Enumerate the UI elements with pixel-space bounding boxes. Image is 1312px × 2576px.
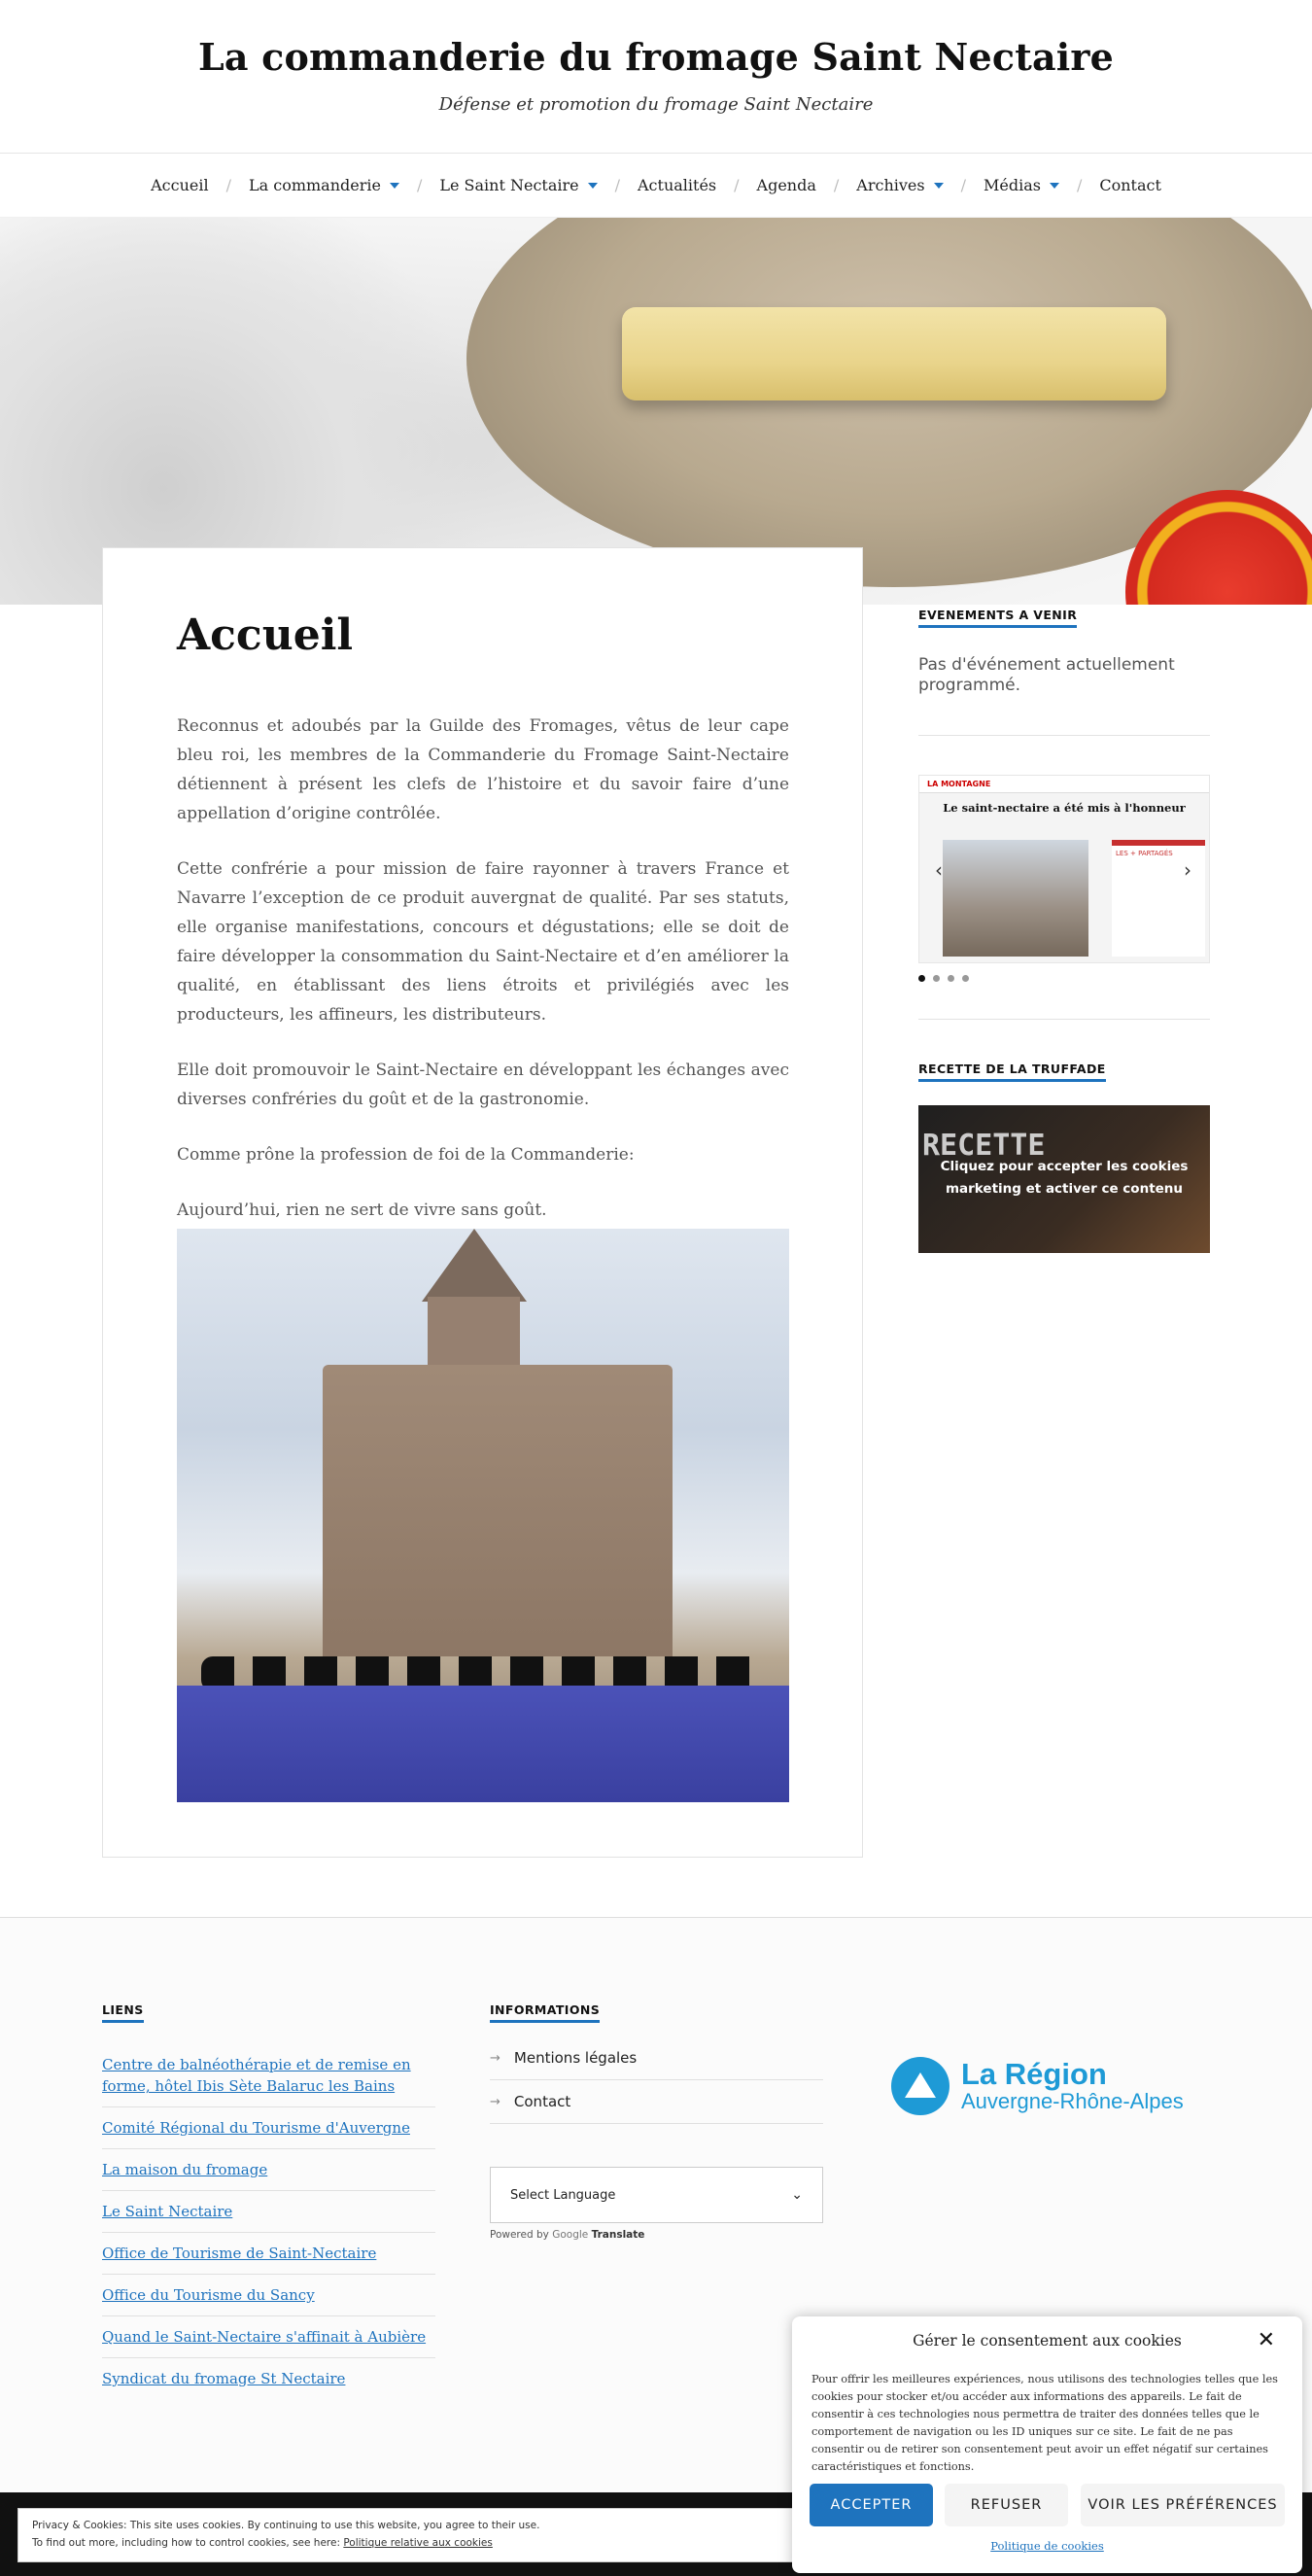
footer-info-label: Mentions légales	[513, 2049, 638, 2067]
language-select-label: Select Language	[510, 2187, 616, 2203]
footer-link[interactable]: Office de Tourisme de Saint-Nectaire	[102, 2233, 435, 2275]
article-content	[177, 712, 789, 1251]
sidebar-divider	[918, 1019, 1210, 1020]
events-widget-title: EVENEMENTS A VENIR	[918, 608, 1077, 628]
site-title[interactable]: La commanderie du fromage Saint Nectaire	[197, 35, 1115, 79]
news-slider[interactable]	[918, 775, 1210, 963]
article-paragraph: Reconnus et adoubés par la Guilde des Fromages, vêtus de leur cape bleu roi, les membres de la Commanderie du Fromage Saint-Nectaire détiennent à présent les clefs de l’histoire et du savoir faire d’une appellation d’origine contrôlée.	[177, 716, 789, 823]
footer-info-link[interactable]	[490, 2036, 823, 2080]
close-icon[interactable]: ✕	[1257, 2328, 1275, 2352]
members-blue-capes	[177, 1686, 789, 1802]
arrow-right-icon: →	[490, 2094, 501, 2109]
region-subname: Auvergne-Rhône-Alpes	[961, 2089, 1184, 2113]
nav-item[interactable]	[1099, 176, 1161, 194]
language-select[interactable]	[490, 2167, 823, 2223]
footer-link[interactable]: Syndicat du fromage St Nectaire	[102, 2370, 346, 2387]
recipe-widget-title: RECETTE DE LA TRUFFADE	[918, 1062, 1106, 1082]
nav-item[interactable]	[984, 176, 1059, 194]
nav-item-label: Le Saint Nectaire	[439, 176, 579, 194]
google-translate-credit	[490, 2229, 823, 2241]
site-header	[0, 0, 1312, 154]
sidebar-divider	[918, 735, 1210, 736]
cookie-policy-link[interactable]: Politique relative aux cookies	[343, 2537, 493, 2549]
footer-links-list	[102, 2044, 435, 2399]
article-paragraph: Cette confrérie a pour mission de faire rayonner à travers France et Navarre l’exception de ce produit auvergnat de qualité. Par ses statuts, elle organise manifestations, concours et dégustations; elle se doit de faire développer la consommation du Saint-Nectaire et d’en améliorer la qualité, en établissant des liens étroits et privilégiés avec les producteurs, les affineurs, les distributeurs.	[177, 859, 789, 1025]
wp-cookie-line1: Privacy & Cookies: This site uses cookies. By continuing to use this website, you agree to their use.	[32, 2520, 540, 2531]
article-paragraph: Elle doit promouvoir le Saint-Nectaire en développant les échanges avec diverses confréries du goût et de la gastronomie.	[177, 1061, 789, 1109]
wp-cookie-line2	[32, 2534, 839, 2552]
nav-separator: /	[225, 176, 231, 194]
main-article	[102, 547, 863, 1858]
powered-by-text: Powered by	[490, 2229, 549, 2241]
nav-item-label: Contact	[1099, 176, 1161, 194]
translate-link[interactable]: Translate	[591, 2229, 645, 2241]
footer-link[interactable]: Comité Régional du Tourisme d'Auvergne	[102, 2107, 435, 2149]
slider-side-panel	[1112, 840, 1205, 957]
chevron-down-icon	[588, 183, 598, 189]
cheese-slice-image	[622, 307, 1166, 400]
nav-item-label: Archives	[856, 176, 925, 194]
footer-info-title: INFORMATIONS	[490, 2002, 600, 2023]
nav-separator: /	[734, 176, 740, 194]
wp-cookie-notice	[17, 2508, 853, 2562]
chevron-down-icon	[934, 183, 944, 189]
footer-link[interactable]: Centre de balnéothérapie et de remise en forme, hôtel Ibis Sète Balaruc les Bains	[102, 2044, 435, 2107]
footer-info-list	[490, 2036, 823, 2124]
footer-links-title: LIENS	[102, 2002, 144, 2023]
slider-prev-icon[interactable]: ‹	[935, 858, 943, 882]
events-empty-text: Pas d'événement actuellement programmé.	[918, 655, 1175, 695]
slider-dot[interactable]	[918, 975, 925, 982]
nav-item[interactable]	[249, 176, 399, 194]
slider-dots	[918, 975, 1210, 982]
footer-link[interactable]: Le Saint Nectaire	[102, 2191, 435, 2233]
chevron-down-icon	[390, 183, 399, 189]
recipe-video-placeholder[interactable]	[918, 1105, 1210, 1253]
sidebar	[918, 605, 1210, 1253]
refuse-button[interactable]: REFUSER	[945, 2484, 1068, 2526]
chevron-down-icon	[1050, 183, 1059, 189]
footer-links-column	[102, 2000, 435, 2399]
arrow-right-icon: →	[490, 2050, 501, 2066]
nav-item-label: La commanderie	[248, 176, 381, 194]
nav-item-label: Actualités	[638, 176, 717, 194]
slider-headline: Le saint-nectaire a été mis à l'honneur	[943, 801, 1186, 815]
nav-item[interactable]	[151, 176, 208, 194]
consent-description: Pour offrir les meilleures expériences, nous utilisons des technologies telles que les cookies pour stocker et/ou accéder aux informations des appareils. Le fait de consentir à ces technologies nous permettra de traiter des données telles que le comportement de navigation ou les ID uniques sur ce site. Le fait de ne pas consentir ou de retirer son consentement peut avoir un effet négatif sur certaines caractéristiques et fonctions.	[811, 2373, 1278, 2473]
nav-separator: /	[416, 176, 423, 194]
region-mountain-icon	[891, 2057, 949, 2115]
main-navigation	[0, 154, 1312, 218]
slider-masthead: LA MONTAGNE	[919, 776, 1209, 793]
footer-info-label: Contact	[513, 2093, 571, 2110]
nav-item[interactable]	[757, 176, 816, 194]
nav-separator: /	[833, 176, 840, 194]
footer-link[interactable]: Quand le Saint-Nectaire s'affinait à Aubière	[102, 2316, 435, 2358]
footer-link[interactable]: La maison du fromage	[102, 2149, 435, 2191]
nav-separator: /	[1076, 176, 1083, 194]
article-paragraph: Comme prône la profession de foi de la Commanderie:	[177, 1145, 635, 1165]
slider-dot[interactable]	[933, 975, 940, 982]
slider-next-icon[interactable]: ›	[1184, 858, 1191, 882]
google-text: Google	[552, 2229, 589, 2241]
recipe-overlay-word: RECETTE	[922, 1129, 1046, 1163]
church-body	[323, 1365, 673, 1656]
footer-info-link[interactable]	[490, 2080, 823, 2124]
slider-dot[interactable]	[962, 975, 969, 982]
region-name: La Région	[961, 2057, 1107, 2091]
footer-info-column	[490, 2000, 823, 2241]
consent-title: Gérer le consentement aux cookies	[913, 2332, 1182, 2350]
site-tagline: Défense et promotion du fromage Saint Nectaire	[438, 94, 874, 115]
nav-separator: /	[614, 176, 620, 194]
chevron-down-icon: ⌄	[791, 2187, 803, 2203]
nav-item[interactable]	[439, 176, 597, 194]
accept-marketing-cookies-text[interactable]: Cliquez pour accepter les cookies marketing et activer ce contenu	[940, 1159, 1189, 1197]
nav-item[interactable]	[856, 176, 943, 194]
region-logo-text	[961, 2059, 1184, 2113]
nav-item-label: Médias	[983, 176, 1041, 194]
nav-item-label: Agenda	[756, 176, 816, 194]
view-preferences-button[interactable]: VOIR LES PRÉFÉRENCES	[1081, 2484, 1285, 2526]
accept-button[interactable]: ACCEPTER	[810, 2484, 933, 2526]
slider-dot[interactable]	[948, 975, 954, 982]
cookie-policy-link[interactable]: Politique de cookies	[990, 2539, 1104, 2553]
cookie-consent-dialog	[792, 2316, 1302, 2573]
region-logo-link[interactable]	[891, 2052, 1202, 2120]
wp-cookie-line2-text: To find out more, including how to control cookies, see here:	[32, 2537, 340, 2549]
page-title: Accueil	[177, 610, 354, 660]
nav-separator: /	[960, 176, 966, 194]
nav-item-label: Accueil	[151, 176, 209, 194]
slider-photo	[943, 840, 1088, 957]
article-paragraph: Aujourd’hui, rien ne sert de vivre sans goût.	[177, 1201, 547, 1220]
footer-link[interactable]: Office du Tourisme du Sancy	[102, 2275, 435, 2316]
slider-side-label: LES + PARTAGÉS	[1116, 850, 1173, 857]
church-spire	[422, 1229, 527, 1302]
church-group-photo	[177, 1229, 789, 1802]
nav-item[interactable]	[638, 176, 716, 194]
